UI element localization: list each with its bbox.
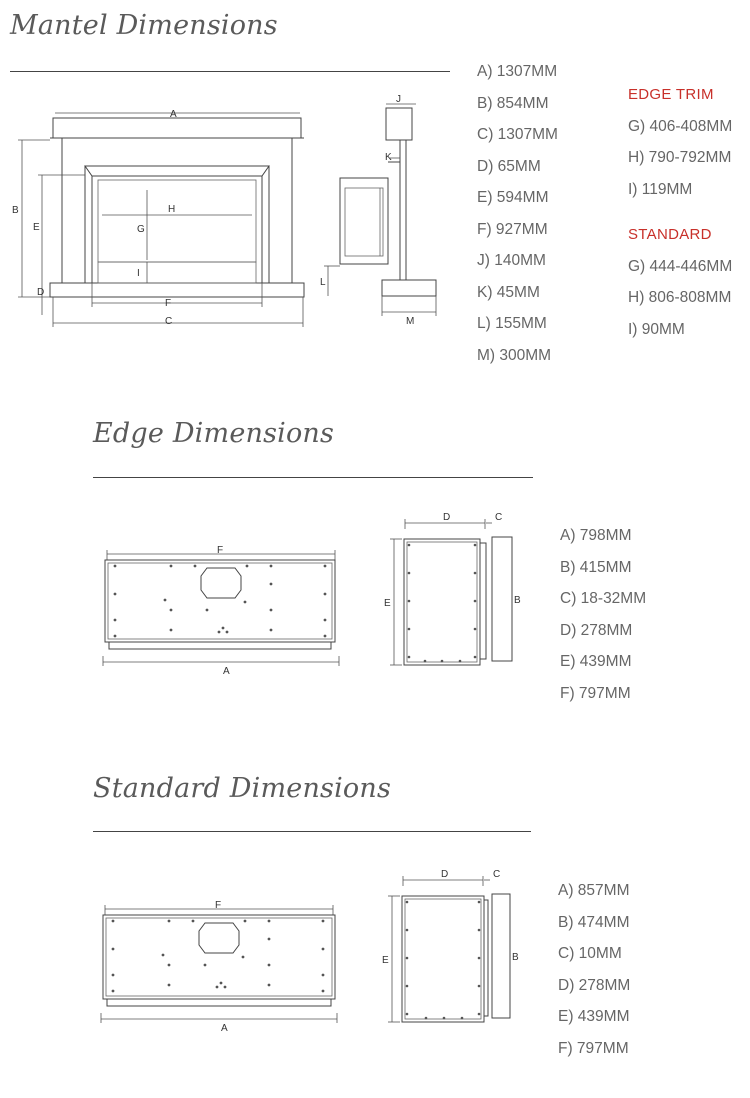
- mantel-spec-k: K) 45MM: [477, 283, 540, 301]
- edge-title: Edge Dimensions: [93, 418, 335, 449]
- standard-spec-b: B) 474MM: [558, 913, 630, 931]
- mantel-spec-j: J) 140MM: [477, 252, 546, 269]
- standard-spec-list: [558, 875, 630, 1064]
- mantel-spec-list: [477, 56, 558, 371]
- standard-label-d: D: [441, 869, 449, 880]
- mantel-spec-m: M) 300MM: [477, 346, 552, 364]
- edge-front-panel: [105, 560, 335, 642]
- edge-spec-e: E) 439MM: [560, 653, 632, 670]
- edge-label-c: C: [495, 512, 503, 523]
- standard-spec-h: H) 806-808MM: [628, 289, 732, 306]
- standard-spec-a: A) 857MM: [558, 882, 630, 899]
- standard-spec-i: I) 90MM: [628, 320, 685, 338]
- edge-label-e: E: [384, 598, 391, 609]
- edge-label-a: A: [223, 666, 230, 677]
- mantel-label-m: M: [406, 316, 415, 327]
- edge-spec-b: B) 415MM: [560, 558, 632, 576]
- standard-spec-c: C) 10MM: [558, 945, 622, 962]
- mantel-side-outline: [340, 108, 436, 296]
- mantel-label-i: I: [137, 268, 140, 279]
- mantel-label-h: H: [168, 204, 176, 215]
- mantel-spec-b: B) 854MM: [477, 94, 549, 112]
- standard-front-diagram: [95, 895, 355, 1035]
- mantel-spec-d: D) 65MM: [477, 157, 541, 175]
- standard-trim-spec-list: [628, 219, 732, 345]
- edge-trim-spec-list: [628, 79, 732, 205]
- mantel-label-g: G: [137, 224, 145, 235]
- edge-side-diagram: [380, 505, 530, 675]
- standard-label-e: E: [382, 955, 389, 966]
- standard-side-box: [402, 896, 484, 1022]
- standard-spec-f: F) 797MM: [558, 1039, 629, 1057]
- standard-label-f: F: [215, 900, 222, 911]
- standard-label-c: C: [493, 869, 501, 880]
- mantel-title: Mantel Dimensions: [10, 10, 278, 41]
- standard-divider: [93, 831, 531, 832]
- mantel-side-diagram: [320, 90, 450, 330]
- standard-spec-g: G) 444-446MM: [628, 257, 733, 275]
- edge-trim-heading: EDGE TRIM: [628, 86, 714, 103]
- mantel-label-b: B: [12, 205, 19, 216]
- standard-label-a: A: [221, 1023, 228, 1034]
- edge-spec-c: C) 18-32MM: [560, 590, 647, 607]
- mantel-label-j: J: [396, 94, 401, 105]
- standard-title: Standard Dimensions: [93, 773, 392, 804]
- standard-heading: STANDARD: [628, 226, 712, 243]
- edge-label-d: D: [443, 512, 451, 523]
- edge-divider: [93, 477, 533, 478]
- edge-trim-spec-g: G) 406-408MM: [628, 117, 733, 135]
- standard-label-b: B: [512, 952, 519, 963]
- mantel-front-outline: [50, 118, 304, 297]
- mantel-label-e: E: [33, 222, 40, 233]
- mantel-spec-a: A) 1307MM: [477, 63, 558, 80]
- edge-spec-f: F) 797MM: [560, 684, 631, 702]
- mantel-front-diagram: [0, 100, 330, 340]
- edge-trim-spec-i: I) 119MM: [628, 180, 693, 198]
- edge-label-f: F: [217, 545, 224, 556]
- mantel-label-d: D: [37, 287, 45, 298]
- mantel-label-c: C: [165, 316, 173, 327]
- mantel-label-l: L: [320, 277, 326, 288]
- standard-spec-e: E) 439MM: [558, 1008, 630, 1025]
- edge-side-box: [404, 539, 480, 665]
- edge-trim-spec-h: H) 790-792MM: [628, 149, 732, 166]
- mantel-label-k: K: [385, 152, 392, 163]
- edge-spec-list: [560, 520, 646, 709]
- mantel-spec-f: F) 927MM: [477, 220, 548, 238]
- edge-spec-d: D) 278MM: [560, 621, 633, 639]
- mantel-spec-l: L) 155MM: [477, 315, 547, 332]
- edge-spec-a: A) 798MM: [560, 527, 632, 544]
- mantel-label-a: A: [170, 109, 177, 120]
- standard-side-diagram: [378, 862, 528, 1032]
- mantel-label-f: F: [165, 298, 172, 309]
- standard-spec-d: D) 278MM: [558, 976, 631, 994]
- mantel-spec-c: C) 1307MM: [477, 126, 558, 143]
- mantel-spec-e: E) 594MM: [477, 189, 549, 206]
- edge-front-diagram: [95, 540, 355, 680]
- standard-front-panel: [103, 915, 335, 999]
- edge-label-b: B: [514, 595, 521, 606]
- mantel-divider: [10, 71, 450, 72]
